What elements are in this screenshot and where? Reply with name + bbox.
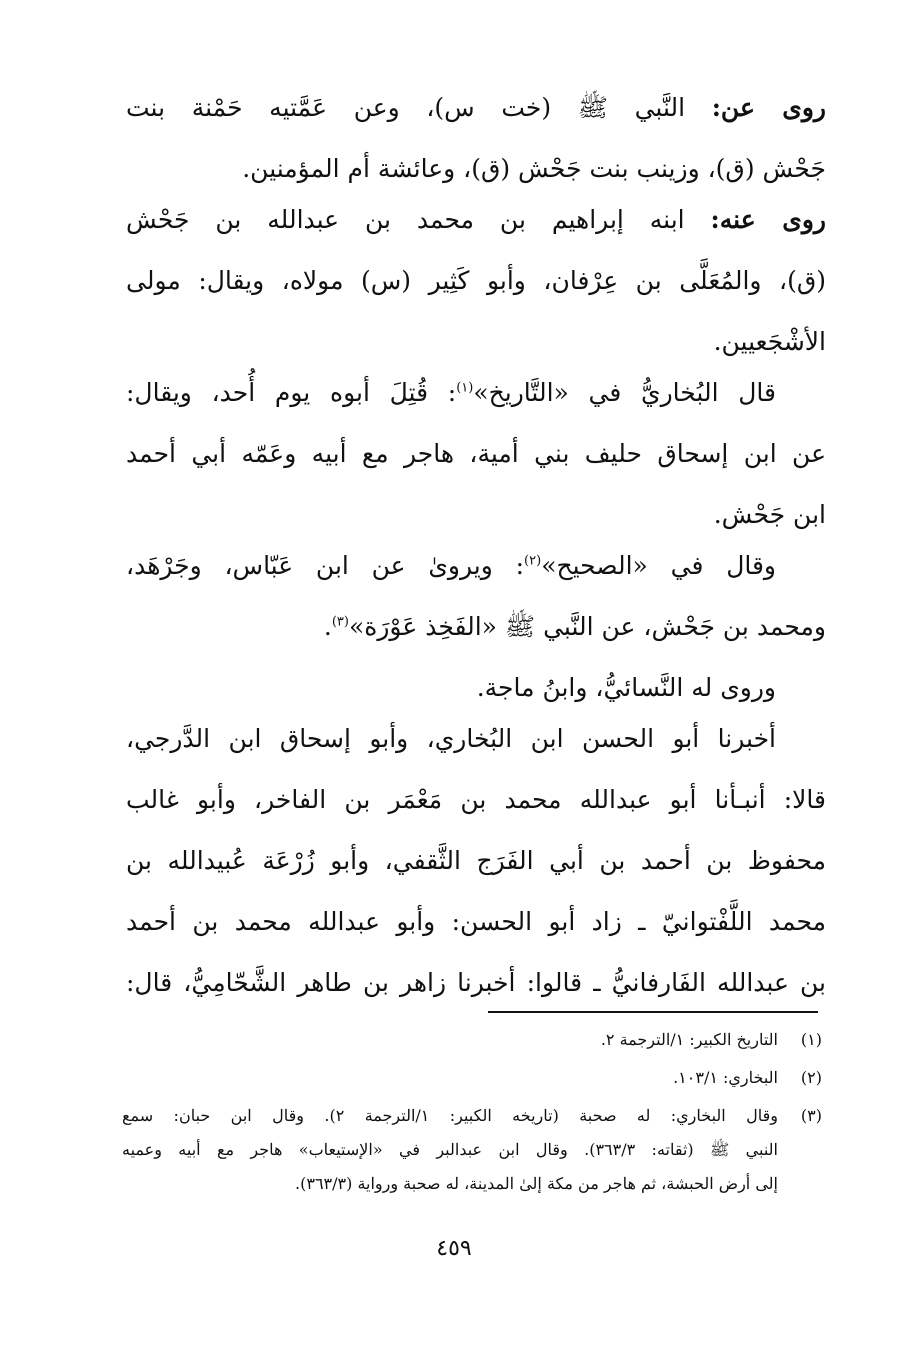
line-text: ومحمد بن جَحْش، عن النَّبي ﷺ «الفَخِذ عَوْرَة»	[348, 612, 826, 641]
footnote-divider	[488, 1011, 818, 1013]
footnote	[122, 1068, 822, 1087]
footnote-text: إلى أرض الحبشة، ثم هاجر من مكة إلىٰ المدينة، له صحبة ورواية (٣٦٣/٣).	[295, 1174, 778, 1193]
footnote	[122, 1106, 822, 1193]
line-text: (ق)، والمُعَلَّى بن عِرْفان، وأبو كَثِير (س) مولاه، ويقال: مولى	[126, 266, 826, 295]
text-line	[126, 499, 826, 530]
line-text: النَّبي ﷺ (خت س)، وعن عَمَّتيه حَمْنة بنت	[126, 93, 712, 122]
line-text: محمد اللَّفْتوانيّ ـ زاد أبو الحسن: وأبو عبدالله محمد بن أحمد	[126, 907, 826, 936]
narrated-from-label: روى عن:	[711, 93, 826, 122]
line-text: الأشْجَعيين.	[713, 327, 826, 356]
text-line	[126, 906, 826, 937]
text-line	[126, 723, 826, 754]
line-text: وقال في «الصحيح»	[541, 551, 776, 580]
text-line	[126, 153, 826, 184]
text-line	[126, 967, 826, 998]
line-text: قالا: أنبـأنا أبو عبدالله محمد بن مَعْمَر بن الفاخر، وأبو غالب	[126, 785, 826, 814]
line-text: عن ابن إسحاق حليف بني أمية، هاجر مع أبيه وعَمّه أبي أحمد	[126, 439, 826, 468]
line-text: ابنه إبراهيم بن محمد بن عبدالله بن جَحْش	[126, 205, 711, 234]
line-text: بن عبدالله الفَارفانيُّ ـ قالوا: أخبرنا زاهر بن طاهر الشَّحّامِيُّ، قال:	[126, 968, 826, 997]
text-line	[126, 265, 826, 296]
text-line	[126, 92, 826, 123]
line-text: : قُتِلَ أبوه يوم أُحد، ويقال:	[126, 378, 457, 407]
line-text: محفوظ بن أحمد بن أبي الفَرَج الثَّقفي، وأبو زُرْعَة عُبيدالله بن	[126, 846, 826, 875]
line-text: أخبرنا أبو الحسن ابن البُخاري، وأبو إسحاق ابن الدَّرجي،	[126, 724, 776, 753]
main-text	[126, 92, 826, 1028]
page-number: ٤٥٩	[436, 1236, 472, 1261]
line-text: جَحْش (ق)، وزينب بنت جَحْش (ق)، وعائشة أم المؤمنين.	[242, 154, 826, 183]
text-line	[126, 377, 826, 408]
footnote-text: وقال البخاري: له صحبة (تاريخه الكبير: ١/الترجمة ٢). وقال ابن حبان: سمع	[122, 1106, 778, 1125]
line-text: .	[323, 612, 332, 641]
text-line	[126, 550, 826, 581]
line-text: : ويروىٰ عن ابن عَبّاس، وجَرْهَد،	[126, 551, 525, 580]
footnote-ref[interactable]: (١)	[456, 380, 474, 396]
text-line	[126, 326, 826, 357]
footnotes	[122, 1030, 822, 1212]
text-line	[126, 845, 826, 876]
line-text: وروى له النَّسائيُّ، وابنُ ماجة.	[476, 673, 776, 702]
footnote-ref[interactable]: (٢)	[524, 553, 542, 569]
footnote-text: التاريخ الكبير: ١/الترجمة ٢.	[600, 1030, 778, 1049]
text-line	[126, 784, 826, 815]
footnote-text: البخاري: ١٠٣/١.	[673, 1068, 778, 1087]
narrated-by-label: روى عنه:	[710, 205, 827, 234]
line-text: ابن جَحْش.	[713, 500, 826, 529]
footnote-number: (٢)	[800, 1068, 822, 1087]
text-line	[126, 611, 826, 642]
text-line	[126, 672, 826, 703]
text-line	[126, 438, 826, 469]
line-text: قال البُخاريُّ في «التَّاريخ»	[473, 378, 776, 407]
footnote-ref[interactable]: (٣)	[331, 614, 349, 630]
footnote-number: (٣)	[800, 1106, 822, 1125]
footnote-number: (١)	[800, 1030, 822, 1049]
text-line	[126, 204, 826, 235]
footnote-text: النبي ﷺ (ثقاته: ٣٦٣/٣). وقال ابن عبدالبر في «الإستيعاب» هاجر مع أبيه وعميه	[122, 1140, 778, 1159]
footnote	[122, 1030, 822, 1049]
